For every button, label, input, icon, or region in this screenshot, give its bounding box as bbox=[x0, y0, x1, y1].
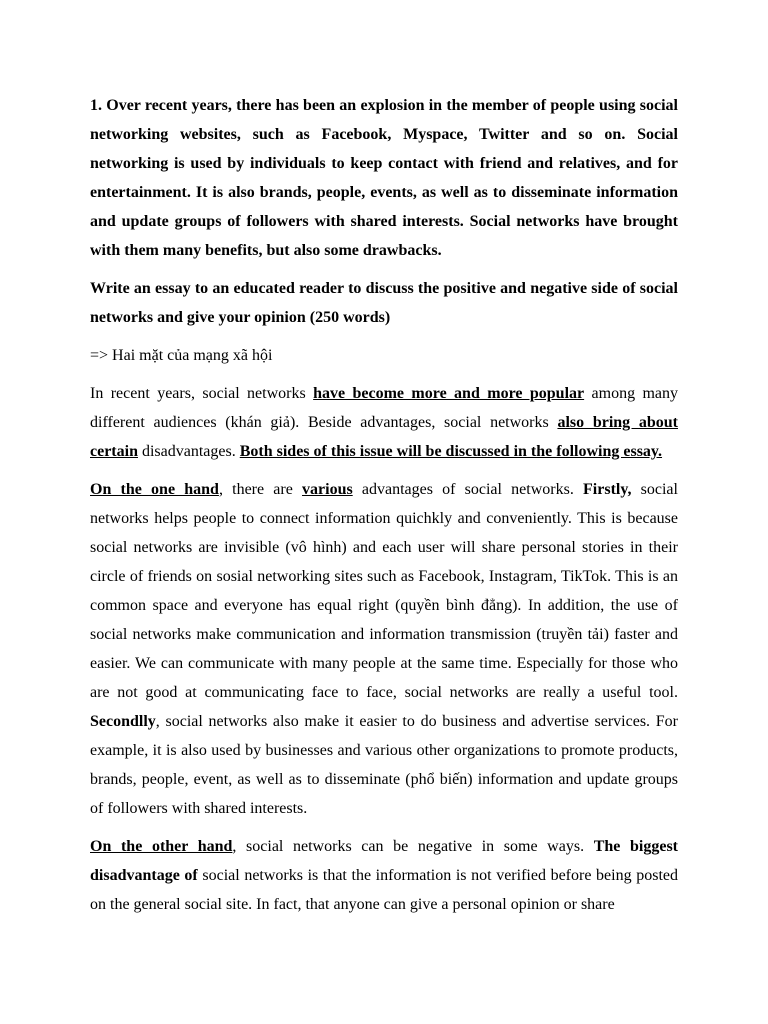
body1-text-4: , social networks also make it easier to do business and advertise services. For example, it is also used by businesses and various other organizations to promote products, brands, people, event, as well as to disseminate (phổ biến) information and update groups of followers with shared interests. bbox=[90, 713, 678, 817]
body2-highlight-1: On the other hand bbox=[90, 838, 233, 855]
body2-text-1: , social networks can be negative in some ways. bbox=[232, 838, 594, 855]
body1-text-1: , there are bbox=[218, 481, 303, 498]
body1-highlight-2: various bbox=[302, 481, 353, 498]
intro-highlight-1: have become more and more popular bbox=[313, 385, 585, 402]
intro-text-2: among many different audiences (khán giả). Beside advantages, social networks bbox=[90, 385, 679, 431]
body2-text-2: social networks is that the information is not verified before being posted on the general social site. In fact, that anyone can give a personal opinion or share bbox=[90, 867, 678, 913]
vietnamese-note: => Hai mặt của mạng xã hội bbox=[90, 347, 273, 364]
body-paragraph-1 bbox=[90, 475, 678, 823]
intro-text-3: disadvantages. bbox=[137, 443, 240, 460]
intro-highlight-2: also bring about certain bbox=[90, 414, 678, 460]
intro-paragraph bbox=[90, 379, 678, 466]
prompt-paragraph: 1. Over recent years, there has been an explosion in the member of people using social networking websites, such as Facebook, Myspace, Twitter and so on. Social networking is used by individuals to keep contact with friend and relatives, and for entertainment. It is also brands, people, events, as well as to disseminate information and update groups of followers with shared interests. Social networks have brought with them many benefits, but also some drawbacks. bbox=[90, 97, 678, 259]
body1-text-2: advantages of social networks. bbox=[352, 481, 584, 498]
essay-task: Write an essay to an educated reader to discuss the positive and negative side of social networks and give your opinion (250 words) bbox=[90, 280, 678, 326]
body2-highlight-2: The biggest disadvantage of bbox=[90, 838, 679, 884]
body-paragraph-2 bbox=[90, 832, 678, 919]
intro-highlight-3: Both sides of this issue will be discussed in the following essay. bbox=[239, 443, 663, 460]
body1-highlight-4: Secondlly bbox=[90, 713, 156, 730]
body1-text-3: social networks helps people to connect information quichkly and conveniently. This is because social networks are invisible (vô hình) and each user will share personal stories in their circle of friends on sosial networking sites such as Facebook, Instagram, TikTok. This is an common space and everyone has equal right (quyền bình đẳng). In addition, the use of social networks make communication and information transmission (truyền tải) faster and easier. We can communicate with many people at the same time. Especially for those who are not good at communicating face to face, social networks are really a useful tool. bbox=[90, 481, 678, 701]
body1-highlight-1: On the one hand bbox=[90, 481, 219, 498]
body1-highlight-3: Firstly, bbox=[583, 481, 632, 498]
intro-text-1: In recent years, social networks bbox=[90, 385, 314, 402]
